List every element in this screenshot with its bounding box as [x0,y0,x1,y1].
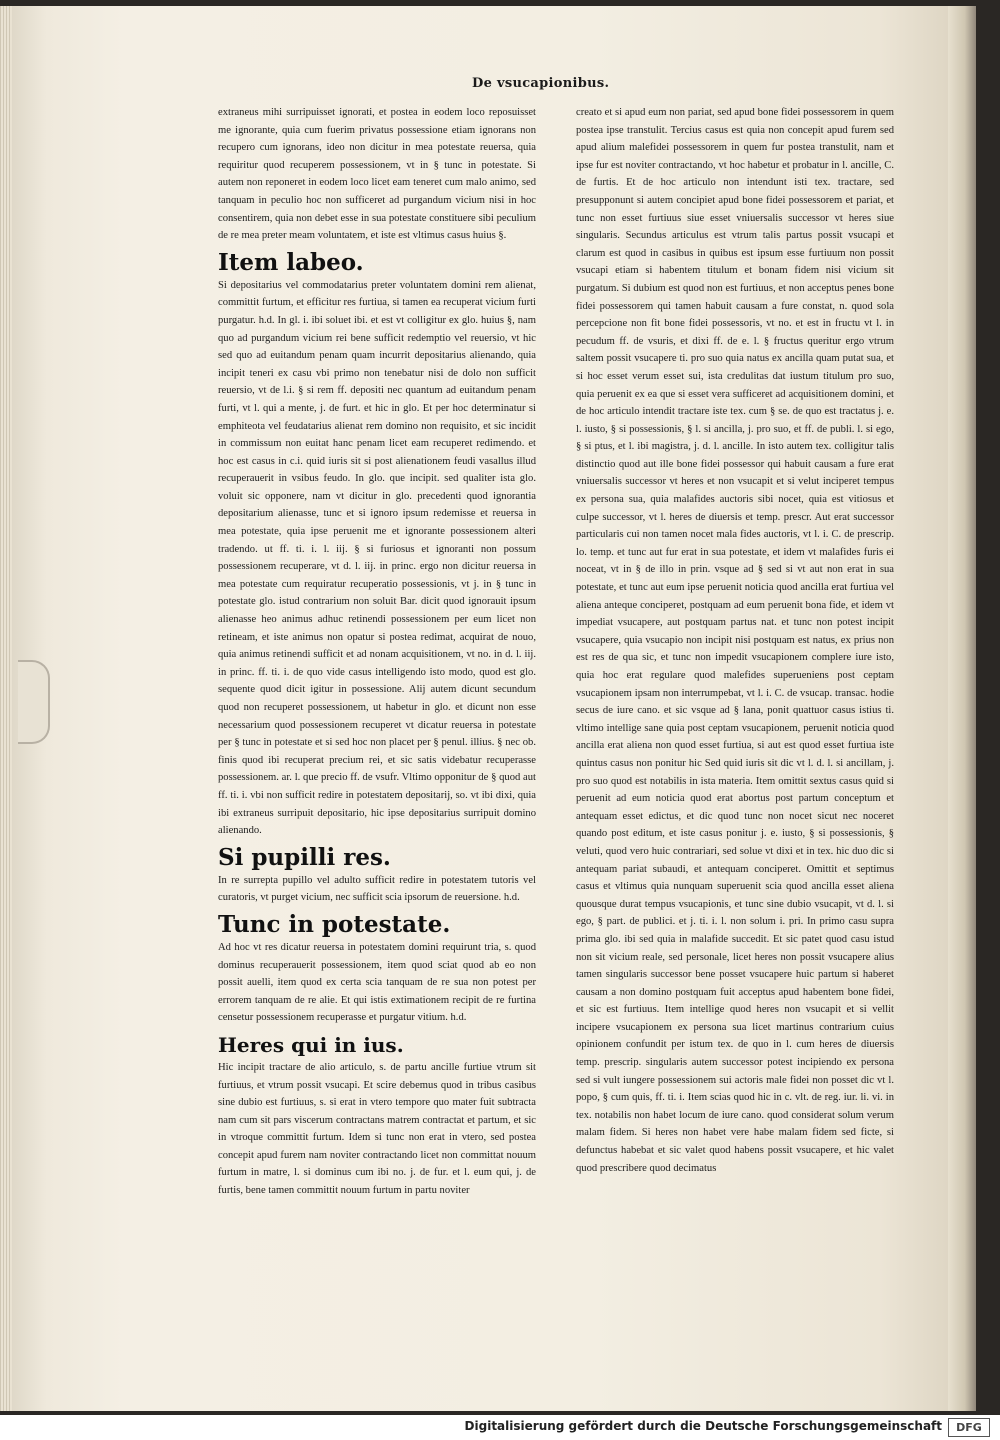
rubric-tunc-in-potestate: Tunc in potestate. [218,910,451,938]
rubric-heres-qui-in-ius: Heres qui in ius. [218,1032,404,1057]
left-paragraph-1: extraneus mihi surripuisset ignorati, et postea in eodem loco reposuisset me ignorante, quia cum fuerim privatus possessione etiam ignorans non recupero cum ignorans, ideo non dicitur in mea potestate reuersa, quia requiritur quod recuperem possessionem, vt in § tunc in potestate. Si autem non reponeret in eodem loco licet eam teneret cum malo animo, sed tanquam in peculio hoc non sufficeret ad purgandum vicium nisi in hoc consentirem, quia non debet esse in sua potestate constituere sibi peculium de re mea preter meam voluntatem, et iste est vltimus casus huius §. [218,107,536,242]
running-head: De vsucapionibus. [472,76,610,91]
left-paragraph-4: Ad hoc vt res dicatur reuersa in potestatem domini requirunt tria, s. quod dominus recuperauerit possessionem, item quod sciat quod ab eo non possit auelli, item quod ex certa scia tanquam de re sua non potest per errorem tanquam de re alie. Et qui istis extimationem recipit de re furtina censetur possessionem recuperasse et purgatur vitium. h.d. [218,941,536,1024]
left-column [218,104,536,1202]
rubric-item-labeo: Item labeo. [218,248,364,276]
binding-edge [948,6,976,1411]
left-paragraph-2: Si depositarius vel commodatarius preter voluntatem domini rem alienat, committit furtum, et efficitur res furtiua, si tamen ea recuperat vicium furti purgatur. h.d. In gl. i. ibi soluet ibi. et est vt colligitur ex glo. huius §, nam quo ad purgandum vicium rei bene sufficit redemptio vel reuersio, vt hic sed quo ad euitandum penam quam incurrit depositarius alienando, quia incipit teneri ex casu vbi primo non tenebatur nisi de dolo non sufficit reuersio, vt de l.i. § si rem ff. depositi nec quantum ad euitandum penam furti, vt l. qui a mente, j. de furt. et hic in glo. Et per hoc determinatur si emphiteota vel feudatarius alienat rem domino non requisito, et sic incidit in commissum non euitat hanc penam licet eam recuperet redimendo. et hoc est casus in c.i. quid iuris sit si post alienationem feudi vasallus illud recuperauerit in vsibus feudo. In glo. que incipit. sed qualiter ista glo. voluit sic opponere, nam vt dicitur in glo. precedenti quod ignorantia depositarium alienasse, tunc et si ignoro ipsum redemisse et reuersa in mea potestate, quia ipse peruenit me et ignorante possessionem alteri tradendo. ut ff. ti. i. l. iij. § si furiosus et ignoranti non possum possessionem recuperare, vt d. l. iij. in princ. ergo non dicitur reuersa in mea potestate cum requiratur recuperatio possessionis, vt j. in § tunc in potestate glo. istud contrarium non soluit Bar. dicit quod ignorauit ipsum alienasse heo animus adhuc retinendi possessionem per eum licet non retineam, et iste animus non opatur si postea redimat, acquirat de nouo, quia animus retinendi sufficit et ad nonam acquisitionem, vt no. in d. l. iij. in princ. ff. ti. i. de quo vide casus intelligendo isto modo, quod est glo. sequente quod dicit igitur in possessione. Alij autem dicunt secundum quod non recuperet possessionem, ut habetur in glo. et dicunt non esse necessarium quod possessionem recuperet vt dicatur reuersa in potestate per § tunc in potestate et si sed hoc non placet per § penul. illius. § nec ob. finis quod ibi recuperat precium rei, et sic satis videbatur recuperasse possessionem. ar. l. que precio ff. de vsufr. Vltimo opponitur de § quod aut ff. ti. i. vbi non sufficit redire in potestatem depositarij, so. vt ibi dixi, quia ibi extraneus surripuit depositario, hic ipse depositarius surripuit domino alienando. [218,279,536,837]
funding-notice: Digitalisierung gefördert durch die Deutsche Forschungsgemeinschaft [464,1419,942,1433]
right-paragraph-1: creato et si apud eum non pariat, sed apud bone fidei possessorem in quem postea ipse transtulit. Tercius casus est quia non concepit apud furem sed apud alium malefidei possessorem in quem fur postea transtulit, nam et ipse fur est noviter contractando, vt hoc habetur et probatur in l. ancille, C. de furtis. Et de hoc articulo non intendunt isti tex. tractare, sed presupponunt si autem concipiet apud bone fidei possessorem et pariat, et tunc non esset furtiuus siue esset vniuersalis successor vt heres siue singularis. Secundus articulus est vtrum talis partus possit vsucapi et clarum est quod in casibus in quibus est ipsum esse furtiuum non possit vsucapi etiam si habentem titulum et bonam fidem nisi vicium sit purgatum. Si dubium est quod non est furtiuus, et non acceptus penes bone fidei possessorem qui tamen habuit causam a fure constat, n. quod sola percepcione non fit bone fidei possessoris, vt no. et est in fructu vt l. in pecudum ff. de vsuris, et dixi ff. de e. l. § fructus queritur ergo vtrum saltem possit vsucapere ti. pro suo quia natus ex ancilla quam putat sua, et si hoc esset verum esset sui, ista credulitas dat iustum titulum pro suo, quia peruenit ex ea que si esset vera sufficeret ad acquisitionem domini, et de hoc articulo intendit tractare iste tex. cum § se. de quo est tractatus j. e. l. iusto, § si possessionis, § l. si ancilla, j. pro suo, et ff. de publi. l. si ego, § si ptus, et l. ibi magistra, j. d. l. ancille. In isto autem tex. colligitur talis distinctio quod aut ille bone fidei possessor qui habuit causam a fure erat vniuersalis successor vt heres et non vsucapit et si velut inciperet tempus ex persona sua, quia malafides auctoris sibi nocet, quia est vitiosus et culpe successor, vt l. heres de diuersis et temp. prescr. Aut erat successor particularis cui non tamen nocet mala fides auctoris, vt l. i. C. de prescrip. lo. temp. et tunc aut fur erat in sua potestate, et idem vt malafides furis ei noceat, vt in § de illo in prin. vsque ad § sed si vt aut non erat in sua potestate, et tunc aut eum ipse peruenit noticia quod ancilla erat furtiua vel aliena anteque conciperet, postquam ad eum peruenit bona fide, et idem vt impediat vsucapere, aut postquam partus nat. et tunc non potest incipit vsucapere, quia vsucapio non incipit nisi postquam est natus, ex prius non est res de qua sic, et tunc non impedit vsucapionem complere iure isto, quia hoc erat regulare quod malefides superueniens post ceptam vsucapionem ipsam non interrumpebat, vt l. i. C. de vsucap. transac. hodie secus de iure cano. et sic vsque ad § lana, ponit quattuor casus istius ti. vltimo intellige sane quia post ceptam vsucapionem, peruenit noticia quod ancilla erat aliena non quod esset furtiua, si aut est quod esset furtiua iste quintus casus non ponitur hic Sed quid iuris sit dic vt l. d. l. si ancillam, j. pro suo quod est notabilis in ista materia. Item omittit sextus casus quid si peruenit ad eum noticia quod erat abortus post partum conceptum et antequam esset edictus, et dic quod tunc non nocet sicut nec noceret quando post editum, et iste casus ponitur j. e. iusto, § si possessionis, § veluti, quod vero huic contrariari, sed solue vt dixi et in tex. hic duo dic si antequam pariat subaudi, et antequam conciperet. Omittit et septimus casus et vltimus quia nunquam superuenit scia quod ancilla esset aliena quousque durat tempus vsucapionis, et tunc sine dubio vsucapit, vt d. l. si ego, § part. de publici. et j. ti. i. l. non solum i. pri. In primo casu supra prima glo. ibi sed quia in malafide succedit. Et sic patet quod casu istud non sit vicium reale, sed personale, licet heres non possit vsucapere alius tamen singularis successor bene posset vsucapere huic partum si haberet causam a non domino postquam fuit acceptus apud habentem bone fidei, et sic est furtiuus. Item intellige quod heres non vsucapit et si vellit incipere vsucapionem ex persona sua licet martinus contrarium cuius opinionem confundit per istum tex. de quo in l. cum heres de diuersis temp. prescrip. singularis autem successor potest incipiendo ex persona sed si vult iungere possessionem sui actoris male fidei non posset dic vt l. popo, § cum quis, ff. ti. i. Item scias quod hic in c. vlt. de reg. iur. li. vi. in tex. notabilis non habet locum de iure cano. quod considerat solum verum malam fidem. Si heres non habet vere habe malam fidem sed ficte, si defunctus habebat et sic valet quod habens possit vsucapere, et hic valet quod prescribere quod decimatus [576,107,894,1174]
dfg-logo: DFG [948,1418,990,1437]
right-column [576,104,894,1179]
page-edge-stack [0,6,12,1411]
left-paragraph-5: Hic incipit tractare de alio articulo, s. de partu ancille furtiue vtrum sit furtiuus, et vtrum possit vsucapi. Et scire debemus quod in tribus casibus sine dubio est furtiuus, s. si erat in vtero tempore quo mater fuit subtracta nam cum sit pars viscerum contractans matrem contractat et partum, et sic in vtroque committit furtum. Idem si tunc non erat in vtero, sed postea concepit apud furem nam noviter contractando licet non committat nouum furtum in matre, l. si dominus cum ibi no. j. de fur. et l. eum qui, j. de furtis, bene tamen committit nouum furtum in partu noviter [218,1061,536,1197]
page-marker-tab [18,660,50,744]
left-paragraph-3: In re surrepta pupillo vel adulto sufficit redire in potestatem tutoris vel curatoris, vt purget vicium, nec sufficit scia ipsorum de reuersione. h.d. [218,874,536,904]
rubric-si-pupilli-res: Si pupilli res. [218,843,391,871]
